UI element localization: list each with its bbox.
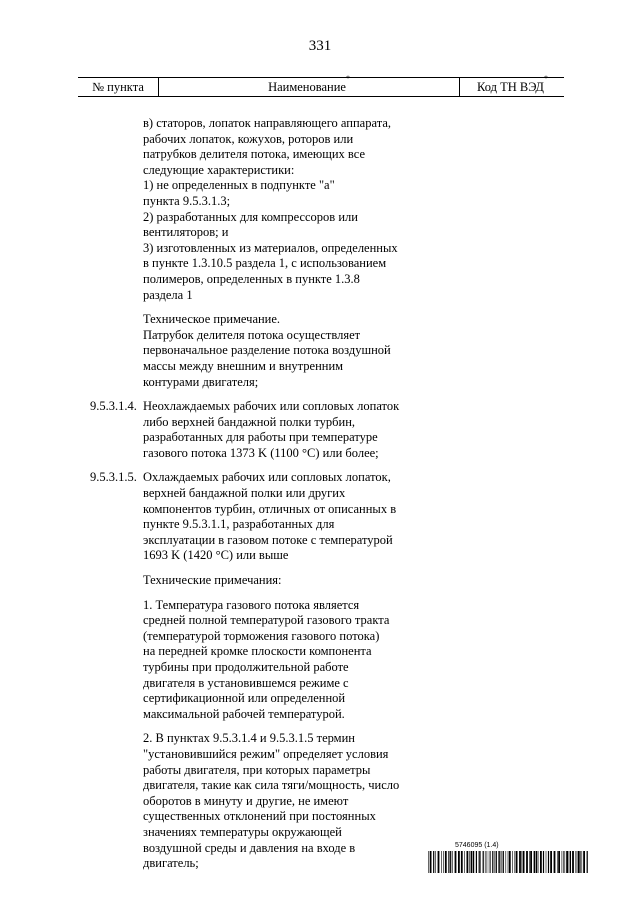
header-tnved-code [459,73,565,96]
header-tnved-code-label: Код ТН ВЭД [477,80,544,94]
paragraph: Неохлаждаемых рабочих или сопловых лопаток либо верхней бандажной полки турбин, разработанных для работы при температуре газового потока 1373 K (1100 °C) или более; [143,399,400,460]
table-row [90,470,560,880]
table-body [90,116,560,881]
header-name-footnote-mark: * [345,73,350,83]
barcode-image [428,851,588,873]
table-header [78,73,564,97]
header-name-label: Наименование [268,80,346,94]
paragraph: в) статоров, лопаток направляющего аппарата, рабочих лопаток, кожухов, роторов или патрубков делителя потока, имеющих все следующие характеристики: 1) не определенных в подпункте "а" пункта 9.5.3.1.3; 2) разработанных для компрессоров или вентиляторов; и 3) изготовленных из материалов, определенных в пункте 1.3.10.5 раздела 1, с использованием полимеров, определенных в пункте 1.3.8 раздела 1 [143,116,398,302]
technical-note: 1. Температура газового потока является средней полной температурой газового тракта (температурой торможения газового потока) на передней кромке плоскости компонента турбины при продолжительной работе двигателя в установившемся режиме с сертификационной или определенной максимальной рабочей температурой. [143,597,390,721]
item-description [143,470,443,880]
technical-note: Техническое примечание. Патрубок делителя потока осуществляет первоначальное разделение потока воздушной массы между внешним и внутренним контурами двигателя; [143,312,391,389]
item-number: 9.5.3.1.5. [90,470,137,485]
technical-note: 2. В пунктах 9.5.3.1.4 и 9.5.3.1.5 термин "установившийся режим" определяет условия работы двигателя, при которых параметры двигателя, такие как сила тяги/мощность, число оборотов в минуту и другие, не имеют существенных отклонений при постоянных значениях температуры окружающей воздушной среды и давления на входе в двигатель; [143,731,400,871]
table-row [90,399,560,470]
header-item-number [78,78,158,96]
page-number: 331 [308,38,332,54]
item-description [143,399,443,470]
technical-notes-heading: Технические примечания: [143,573,282,588]
header-tnved-footnote-mark: * [543,73,548,83]
header-name [158,73,459,96]
document-code: 5746095 (1.4) [455,842,499,849]
header-item-number-label: № пункта [92,80,144,94]
item-number: 9.5.3.1.4. [90,399,137,414]
item-description [143,116,443,399]
paragraph: Охлаждаемых рабочих или сопловых лопаток, верхней бандажной полки или других компонентов турбин, отличных от описанных в пункте 9.5.3.1.1, разработанных для эксплуатации в газовом потоке с температурой 1693 K (1420 °C) или выше [143,470,397,563]
table-row [90,116,560,399]
